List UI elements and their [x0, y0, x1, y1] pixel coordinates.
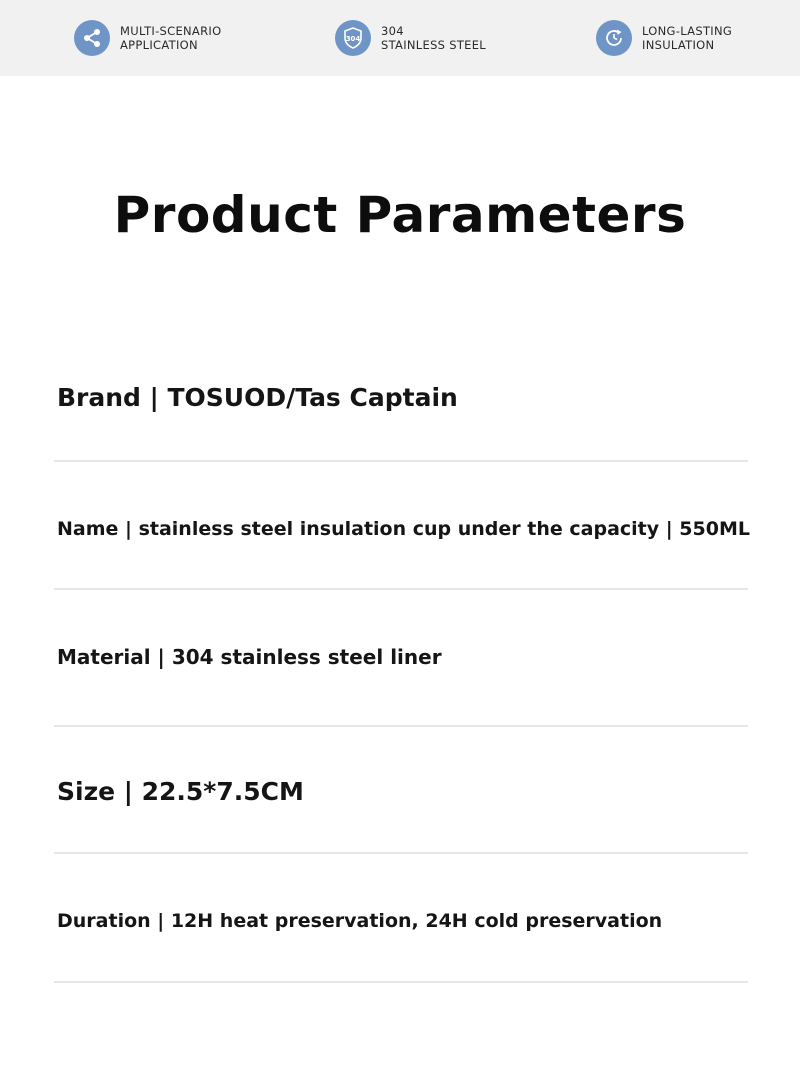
divider	[54, 981, 748, 983]
divider	[54, 460, 748, 462]
feature-bar	[0, 0, 800, 76]
badge-304-text: 304	[345, 35, 361, 43]
feature-line-1: 304	[381, 24, 404, 38]
divider	[54, 588, 748, 590]
shield-304-icon	[335, 20, 371, 56]
clock-refresh-icon	[596, 20, 632, 56]
divider	[54, 852, 748, 854]
feature-line-2: APPLICATION	[120, 38, 198, 52]
feature-stainless-steel	[335, 20, 486, 56]
page-title: Product Parameters	[113, 186, 687, 244]
feature-line-2: INSULATION	[642, 38, 715, 52]
feature-multi-scenario	[74, 20, 221, 56]
param-material: Material | 304 stainless steel liner	[57, 645, 442, 669]
feature-insulation	[596, 20, 732, 56]
share-nodes-icon	[74, 20, 110, 56]
param-duration: Duration | 12H heat preservation, 24H cold preservation	[57, 910, 663, 932]
param-brand: Brand | TOSUOD/Tas Captain	[57, 383, 458, 412]
param-size: Size | 22.5*7.5CM	[57, 777, 304, 806]
feature-label	[381, 24, 486, 52]
feature-label	[642, 24, 732, 52]
feature-line-2: STAINLESS STEEL	[381, 38, 486, 52]
feature-line-1: MULTI-SCENARIO	[120, 24, 222, 38]
divider	[54, 725, 748, 727]
feature-label	[120, 24, 221, 52]
param-name: Name | stainless steel insulation cup under the capacity | 550ML	[57, 518, 750, 540]
feature-line-1: LONG-LASTING	[642, 24, 733, 38]
